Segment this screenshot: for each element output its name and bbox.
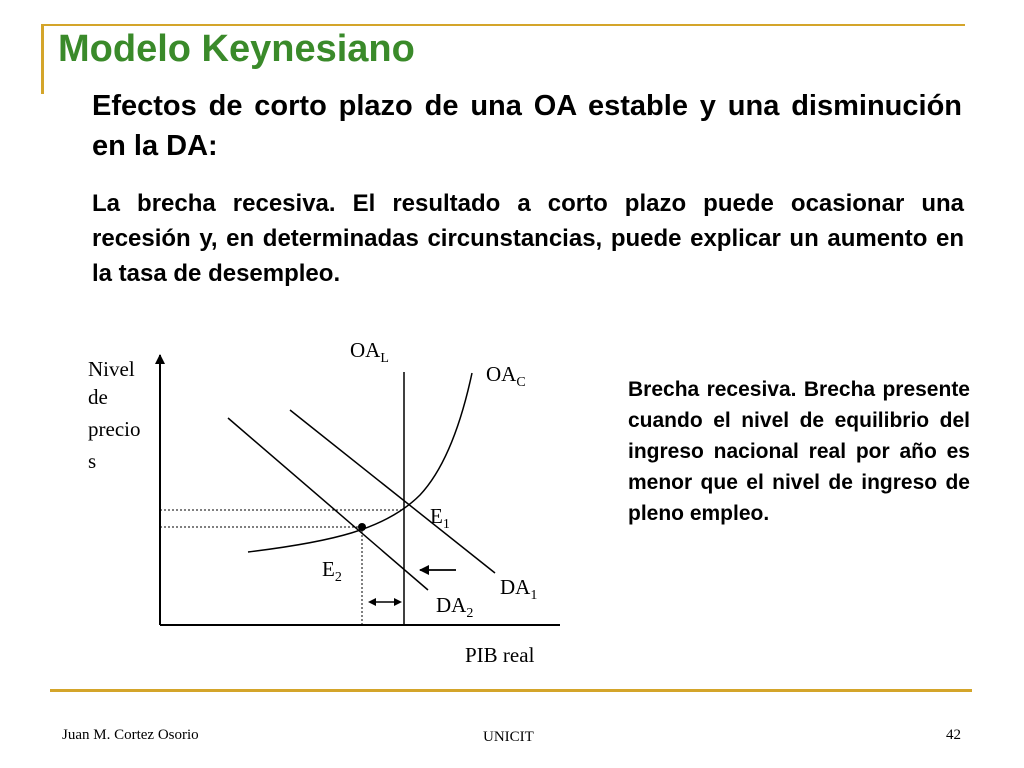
x-axis-label: PIB real [465,643,535,667]
da2-label: $DA_2$ [436,593,474,621]
oal-label: $OA_L$ [350,338,389,366]
gap-arrow-left-head [368,598,376,606]
footer-institution: UNICIT [483,729,534,745]
side-note: Brecha recesiva. Brecha presente cuando el nivel de equilibrio del ingreso nacional real por año es menor que el nivel de ingreso de pleno empleo. [628,378,970,525]
e1-label: $E_1$ [430,504,450,532]
da1-label: $DA_1$ [500,575,538,603]
y-axis-label-line-1: Nivel [88,357,135,381]
gap-arrow-right-head [394,598,402,606]
y-axis-label-line-2: de [88,385,108,409]
footer-author: Juan M. Cortez Osorio [62,727,199,743]
y-axis-label-line-4: s [88,449,97,473]
slide-paragraph: La brecha recesiva. El resultado a corto plazo puede ocasionar una recesión y, en determinadas circunstancias, puede explicar un aumento en la tasa de desempleo. [92,190,964,287]
y-axis-label-line-3: precio [88,417,141,441]
e2-label: $E_2$ [322,557,342,585]
da1-curve [290,410,495,573]
slide-title: Modelo Keynesiano [58,28,415,70]
e2-point [358,523,366,531]
decorative-bottom-line [50,689,972,692]
oac-label: $OA_C$ [486,362,526,390]
footer-page-number: 42 [946,727,961,743]
slide-subtitle: Efectos de corto plazo de una OA estable y una disminución en la DA: [92,90,962,162]
